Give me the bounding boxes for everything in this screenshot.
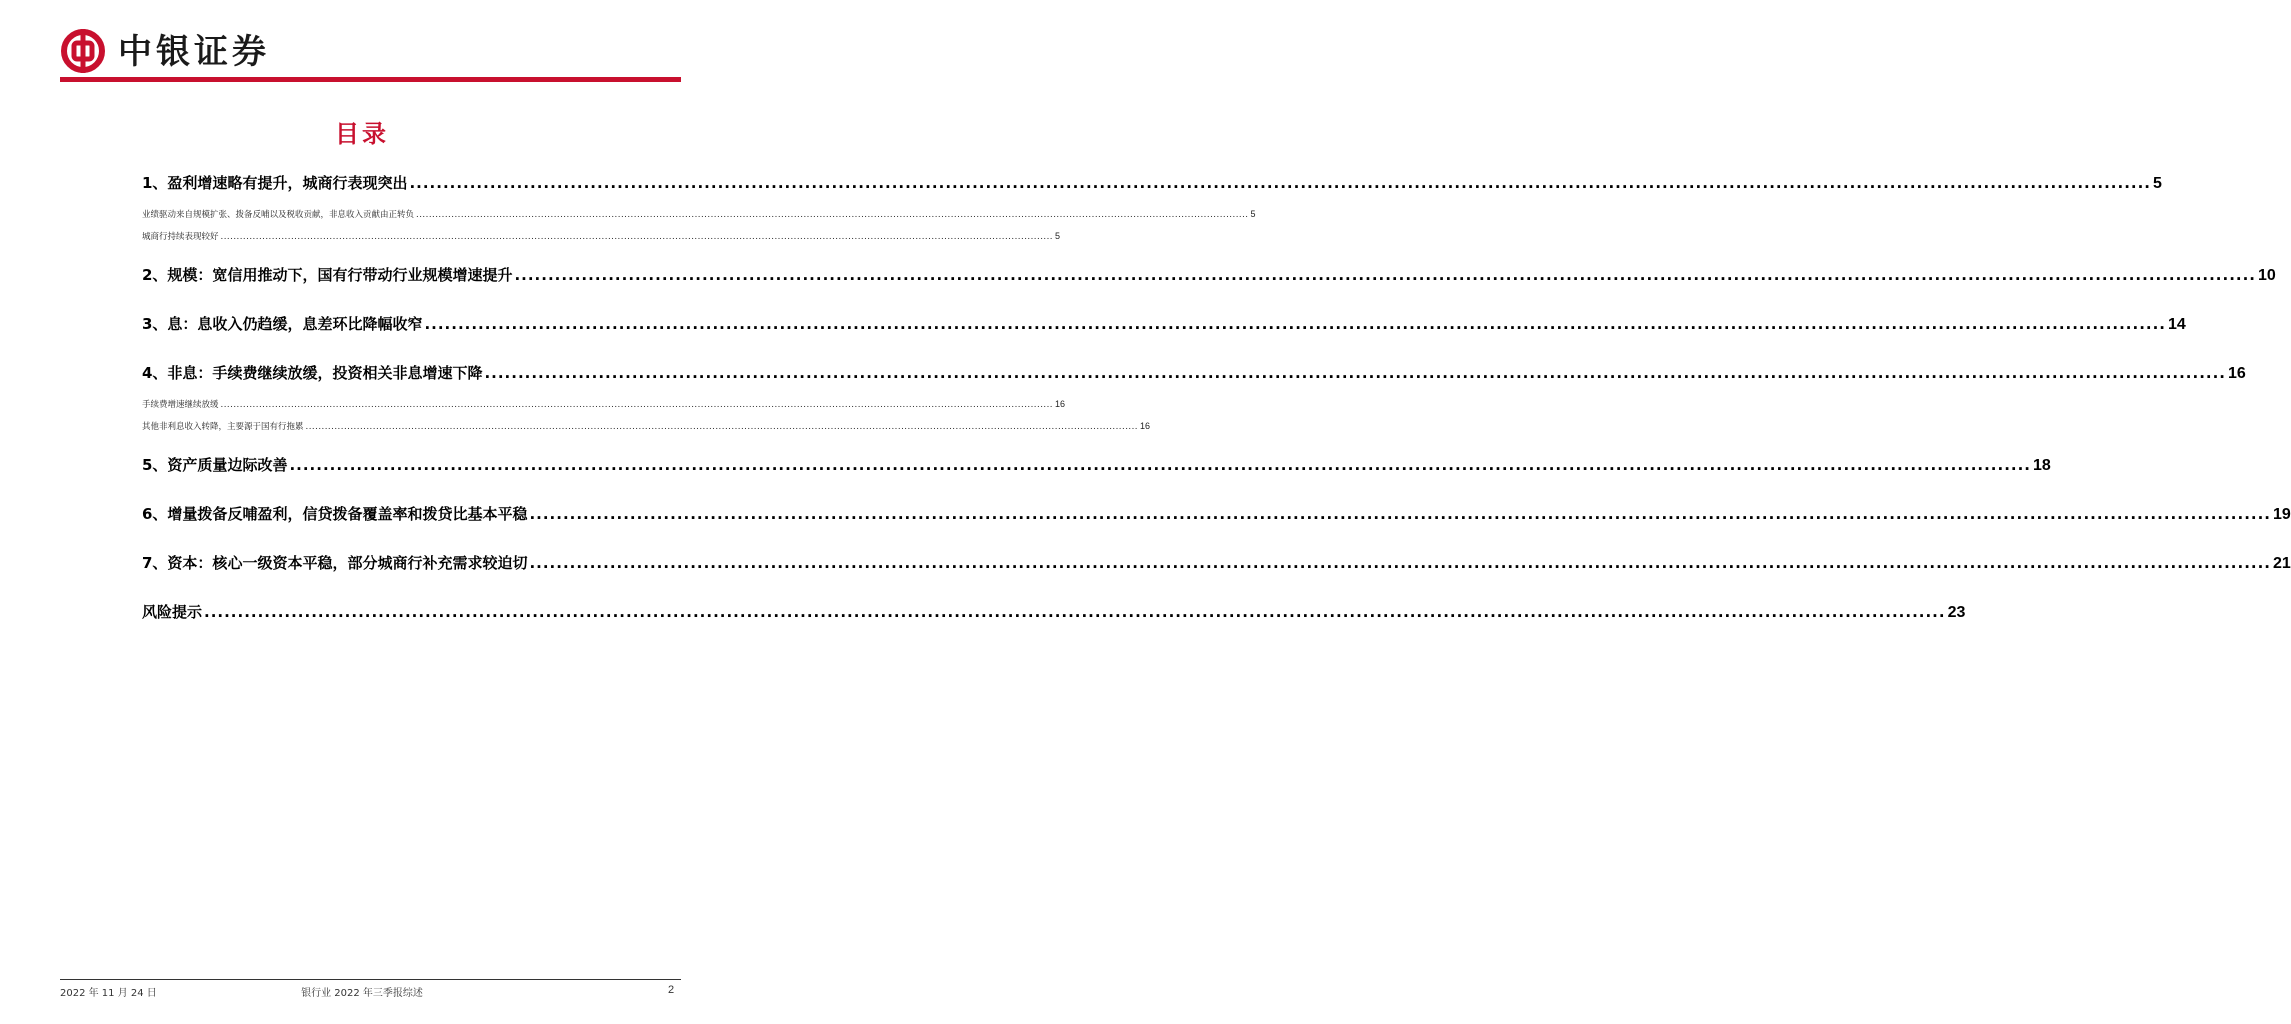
toc-leader-dots: .................................................................................................................................................................................................................................................................... — [424, 315, 2166, 333]
toc-subentry[interactable] — [142, 420, 1151, 432]
toc-entry-page: 16 — [1055, 399, 1066, 409]
footer-report-title: 银行业 2022 年三季报综述 — [301, 988, 423, 999]
toc-entry-page: 5 — [1250, 209, 1256, 219]
toc-leader-dots: .................................................................................................................................................................................................................................................................... — [529, 505, 2271, 523]
toc-subentry[interactable] — [142, 230, 1061, 242]
toc-entry-title: 3、息：息收入仍趋缓，息差环比降幅收窄 — [142, 315, 423, 333]
toc-leader-dots: .................................................................................................................................................................................................................................................................... — [305, 422, 1139, 432]
toc-entry-page: 16 — [2228, 365, 2246, 382]
toc-entry-title: 6、增量拨备反哺盈利，信贷拨备覆盖率和拨贷比基本平稳 — [142, 505, 528, 523]
toc-leader-dots: .................................................................................................................................................................................................................................................................... — [220, 232, 1054, 242]
toc-leader-dots: .................................................................................................................................................................................................................................................................... — [220, 400, 1054, 410]
toc-entry-title: 手续费增速继续放缓 — [142, 400, 219, 410]
toc-entry-title: 业绩驱动来自规模扩张、拨备反哺以及税收贡献，非息收入贡献由正转负 — [142, 210, 415, 220]
toc-entry[interactable] — [142, 601, 1966, 622]
toc-subentry[interactable] — [142, 208, 1256, 220]
toc-entry[interactable] — [142, 503, 2291, 524]
toc-entry[interactable] — [142, 454, 2051, 475]
toc-entry[interactable] — [142, 362, 2246, 383]
toc-entry-page: 10 — [2258, 267, 2276, 284]
toc-entry-page: 5 — [1055, 231, 1061, 241]
report-header — [60, 28, 680, 76]
toc-entry-page: 18 — [2033, 457, 2051, 474]
toc-entry[interactable] — [142, 264, 2276, 285]
toc-entry-page: 14 — [2168, 316, 2186, 333]
footer-page-number: 2 — [668, 984, 675, 996]
toc-entry-title: 2、规模：宽信用推动下，国有行带动行业规模增速提升 — [142, 266, 513, 284]
toc-entry-title: 7、资本：核心一级资本平稳，部分城商行补充需求较迫切 — [142, 554, 528, 572]
toc-entry[interactable] — [142, 172, 2162, 193]
toc-entry-title: 1、盈利增速略有提升，城商行表现突出 — [142, 174, 408, 192]
toc-title: 目录 — [335, 119, 389, 148]
toc-leader-dots: .................................................................................................................................................................................................................................................................... — [204, 603, 1946, 621]
toc-entry-page: 23 — [1947, 604, 1966, 621]
toc-entry-title: 风险提示 — [142, 603, 203, 621]
toc-entry-page: 16 — [1140, 421, 1151, 431]
toc-leader-dots: .................................................................................................................................................................................................................................................................... — [289, 456, 2031, 474]
toc-leader-dots: .................................................................................................................................................................................................................................................................... — [409, 174, 2151, 192]
toc-leader-dots: .................................................................................................................................................................................................................................................................... — [484, 364, 2226, 382]
toc-entry-page: 21 — [2273, 555, 2291, 572]
toc-entry-title: 4、非息：手续费继续放缓，投资相关非息增速下降 — [142, 364, 483, 382]
toc-leader-dots: .................................................................................................................................................................................................................................................................... — [529, 554, 2271, 572]
toc-leader-dots: .................................................................................................................................................................................................................................................................... — [416, 210, 1249, 220]
toc-entry-page: 19 — [2273, 506, 2291, 523]
footer-date: 2022 年 11 月 24 日 — [60, 988, 157, 999]
toc-entry-title: 5、资产质量边际改善 — [142, 456, 288, 474]
toc-entry[interactable] — [142, 313, 2186, 334]
toc-entry-title: 其他非利息收入转降，主要源于国有行拖累 — [142, 422, 304, 432]
footer-divider — [60, 979, 681, 980]
toc-leader-dots: .................................................................................................................................................................................................................................................................... — [514, 266, 2256, 284]
bank-of-china-logo-icon — [60, 28, 106, 74]
toc-entry-page: 5 — [2153, 175, 2162, 192]
header-divider — [60, 77, 681, 82]
toc-entry-title: 城商行持续表现较好 — [142, 232, 219, 242]
toc-entry[interactable] — [142, 552, 2291, 573]
brand-name: 中银证券 — [118, 32, 270, 72]
toc-subentry[interactable] — [142, 398, 1066, 410]
